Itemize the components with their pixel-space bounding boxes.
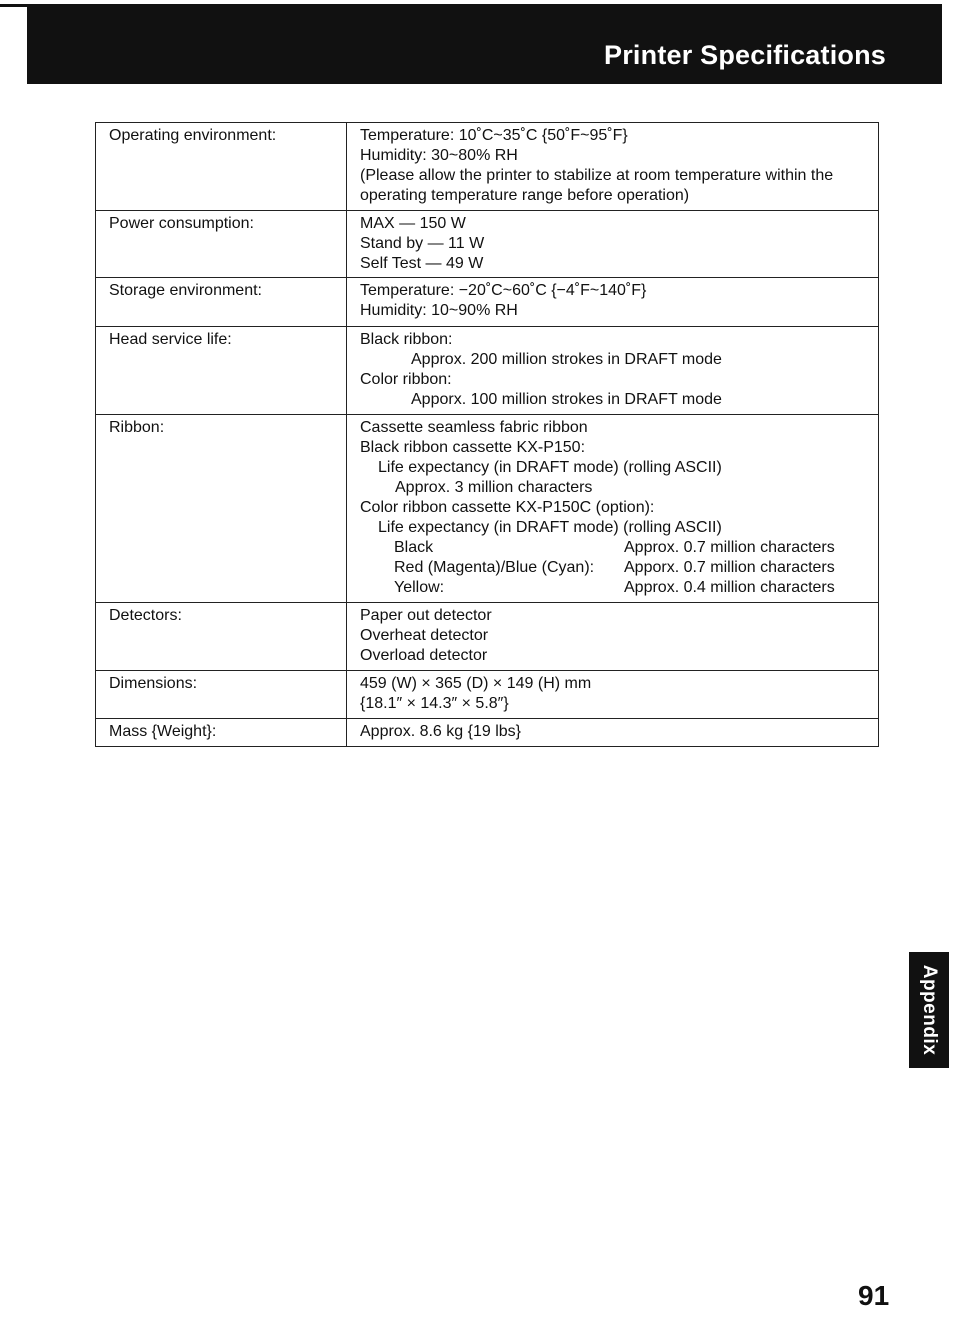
spec-line: MAX — 150 W (360, 215, 466, 232)
ink-life: Apporx. 0.7 million characters (624, 559, 835, 576)
spec-value (347, 415, 879, 603)
spec-line: Color ribbon cassette KX-P150C (option): (360, 499, 655, 516)
ink-row (360, 538, 878, 558)
spec-line: Approx. 3 million characters (395, 479, 593, 496)
table-row (96, 671, 879, 719)
appendix-tab-label: Appendix (919, 964, 940, 1056)
spec-line: Self Test — 49 W (360, 255, 484, 272)
table-row (96, 719, 879, 747)
ink-color: Yellow: (394, 579, 445, 596)
spec-line: Color ribbon: (360, 371, 452, 388)
spec-line: Paper out detector (360, 607, 492, 624)
table-row (96, 603, 879, 671)
spec-line: Temperature: 10˚C~35˚C {50˚F~95˚F} (360, 127, 628, 144)
spec-label: Mass {Weight}: (96, 719, 347, 747)
spec-line: Temperature: −20˚C~60˚C {−4˚F~140˚F} (360, 282, 647, 299)
ink-row (360, 558, 878, 578)
spec-line: Black ribbon cassette KX-P150: (360, 439, 586, 456)
spec-value (347, 123, 879, 211)
spec-line: Black ribbon: (360, 331, 453, 348)
spec-line: Life expectancy (in DRAFT mode) (rolling ASCII) (378, 519, 722, 536)
appendix-tab (909, 952, 949, 1068)
spec-line: Approx. 8.6 kg {19 lbs} (360, 723, 521, 740)
spec-value (347, 671, 879, 719)
spec-line: Overload detector (360, 647, 488, 664)
table-row (96, 123, 879, 211)
table-row (96, 211, 879, 278)
table-row (96, 415, 879, 603)
spec-value (347, 603, 879, 671)
spec-line: Humidity: 10~90% RH (360, 302, 518, 319)
spec-line: Approx. 200 million strokes in DRAFT mode (411, 351, 722, 368)
ink-life: Approx. 0.4 million characters (624, 579, 835, 596)
page-number: 91 (858, 1280, 890, 1311)
ink-life: Approx. 0.7 million characters (624, 539, 835, 556)
spec-line: Humidity: 30~80% RH (360, 147, 518, 164)
page-title: Printer Specifications (604, 40, 886, 70)
spec-line: Overheat detector (360, 627, 489, 644)
spec-line: (Please allow the printer to stabilize at room temperature within the operating temperature range before operation) (360, 167, 834, 204)
spec-label: Detectors: (96, 603, 347, 671)
spec-label: Operating environment: (96, 123, 347, 211)
spec-label: Power consumption: (96, 211, 347, 278)
spec-value (347, 327, 879, 415)
table-row (96, 327, 879, 415)
ink-color: Red (Magenta)/Blue (Cyan): (394, 559, 595, 576)
ink-row (360, 578, 878, 598)
spec-line: {18.1″ × 14.3″ × 5.8″} (360, 695, 509, 712)
spec-value (347, 278, 879, 327)
table-row (96, 278, 879, 327)
spec-line: 459 (W) × 365 (D) × 149 (H) mm (360, 675, 592, 692)
spec-table (95, 122, 879, 747)
spec-label: Storage environment: (96, 278, 347, 327)
spec-line: Life expectancy (in DRAFT mode) (rolling ASCII) (378, 459, 722, 476)
header-bar (27, 4, 942, 84)
spec-line: Apporx. 100 million strokes in DRAFT mode (411, 391, 722, 408)
spec-label: Head service life: (96, 327, 347, 415)
header-rule (0, 4, 27, 7)
spec-line: Cassette seamless fabric ribbon (360, 419, 588, 436)
spec-label: Ribbon: (96, 415, 347, 603)
spec-label: Dimensions: (96, 671, 347, 719)
ink-color: Black (394, 539, 434, 556)
spec-value (347, 719, 879, 747)
spec-line: Stand by — 11 W (360, 235, 485, 252)
spec-value (347, 211, 879, 278)
